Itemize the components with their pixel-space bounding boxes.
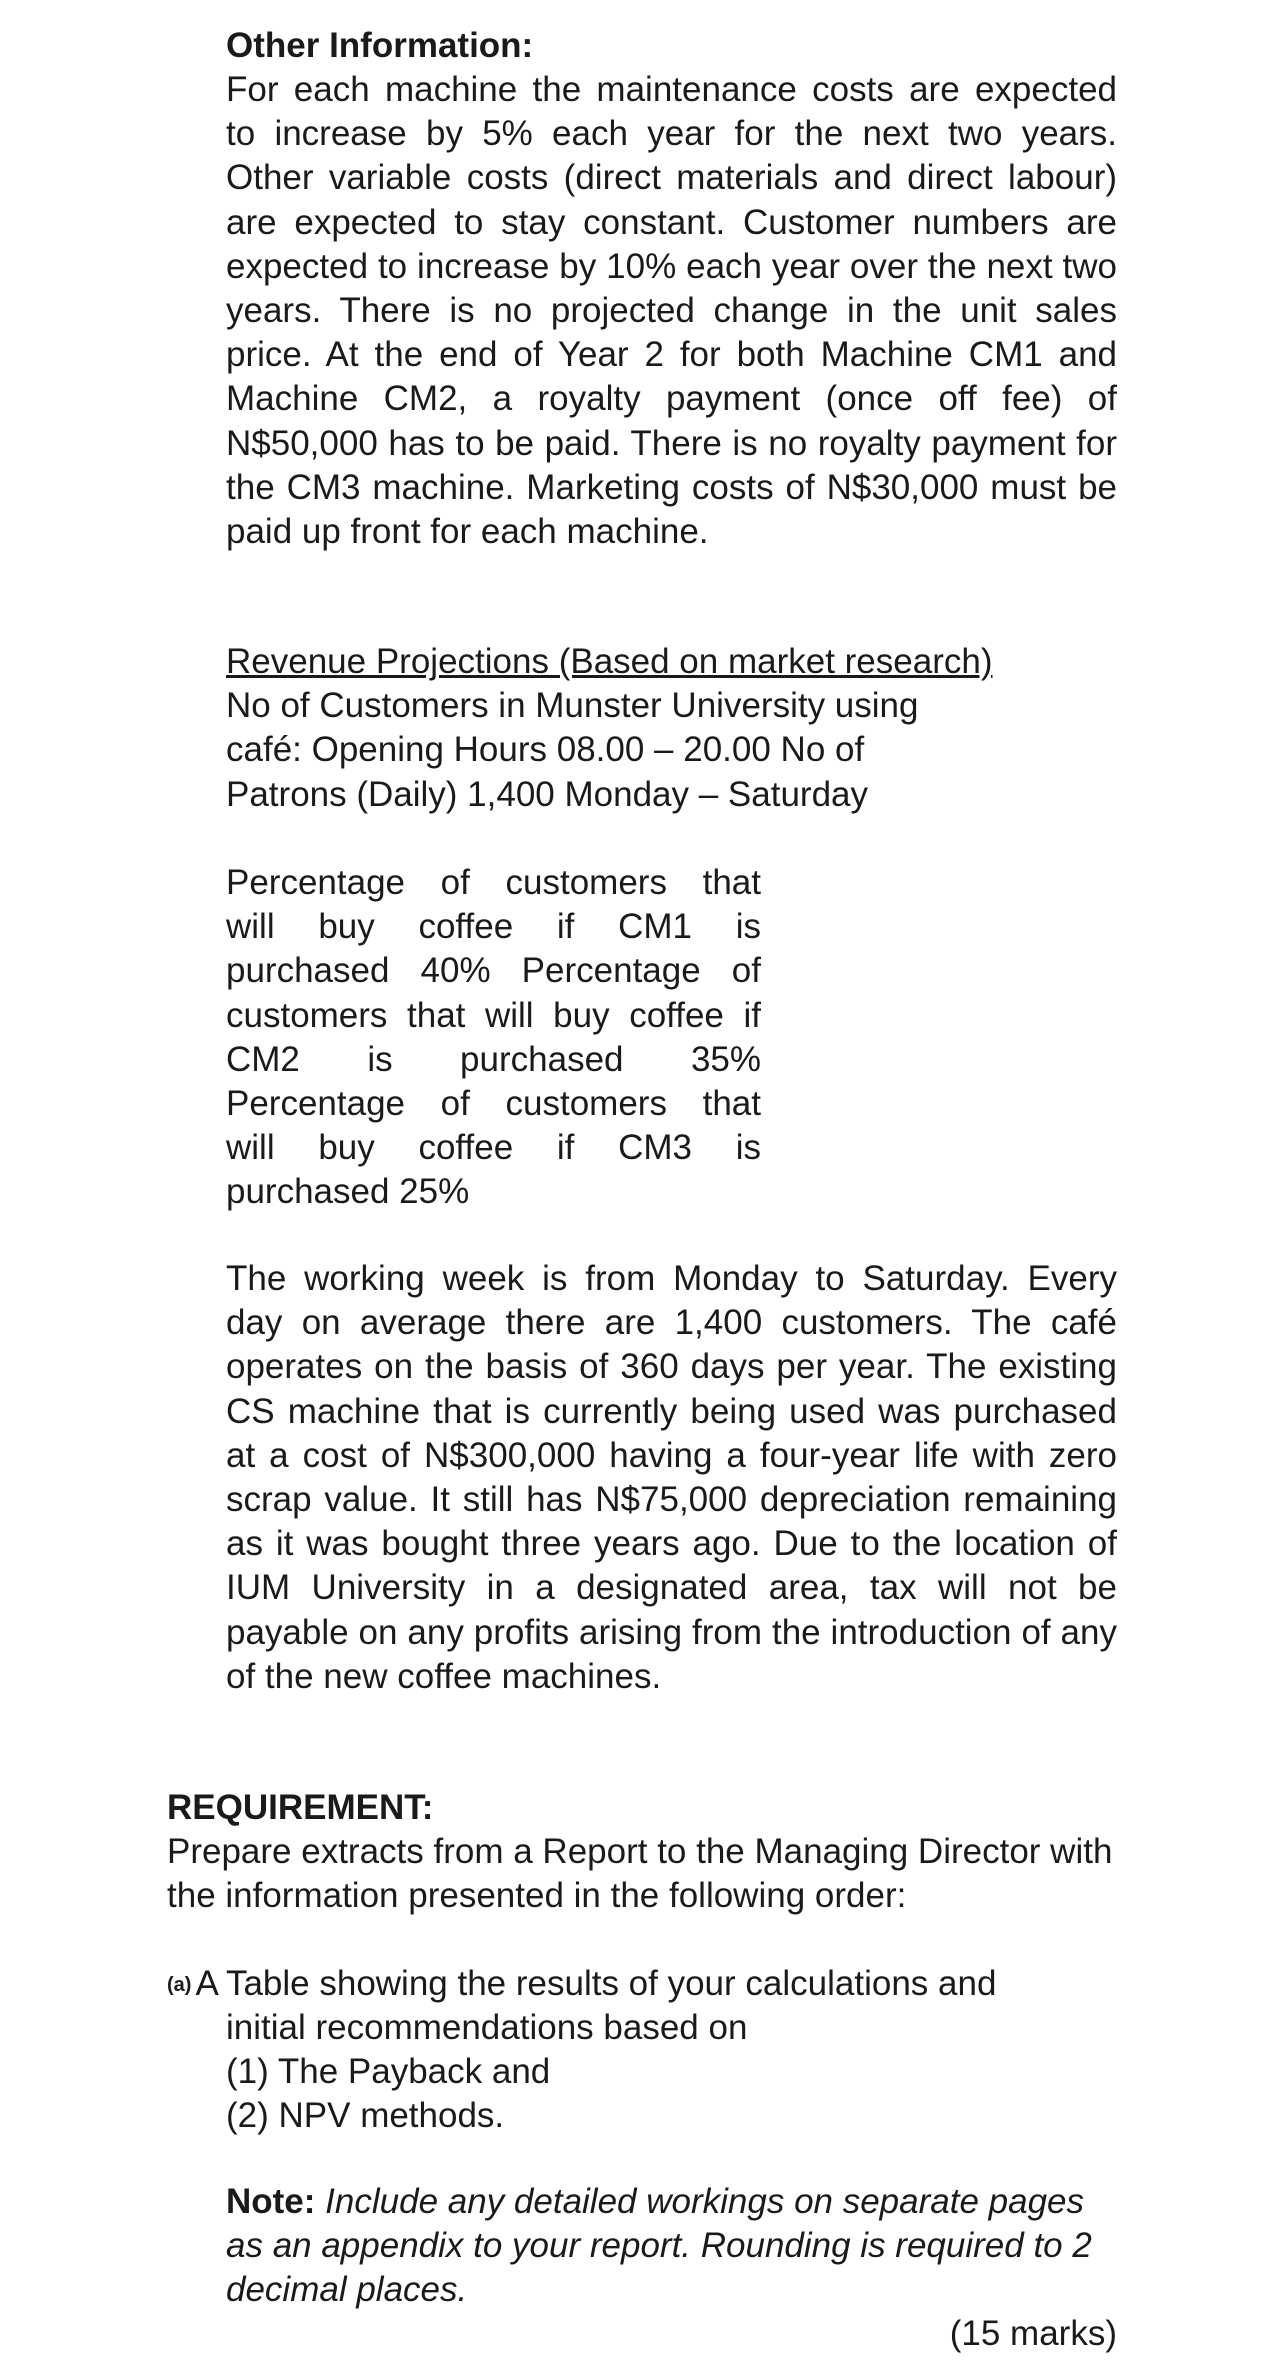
requirement-heading: REQUIREMENT: — [167, 1788, 434, 1827]
note-text: Include any detailed workings on separate pages as an appendix to your report. Rounding is required to 2 decimal places. — [226, 2182, 1092, 2310]
percentage-line: Percentage of customers that — [226, 863, 761, 902]
item-a-line-1 — [167, 1962, 1117, 2007]
percentage-line: purchased 25% — [226, 1172, 470, 1212]
revenue-line-2: café: Opening Hours 08.00 – 20.00 No of — [226, 730, 865, 770]
percentage-line: will buy coffee if CM3 is — [226, 1128, 761, 1168]
working-week-paragraph: The working week is from Monday to Saturday. Every day on average there are 1,400 customers. The café operates on the basis of 360 days per year. The existing CS machine that is currently being used was purchased at a cost of N$300,000 having a four-year life with zero scrap value. It still has N$75,000 depreciation remaining as it was bought three years ago. Due to the location of IUM University in a designated area, tax will not be payable on any profits arising from the introduction of any of the new coffee machines. — [226, 1259, 1117, 1696]
percentage-line: purchased 40% Percentage of — [226, 951, 761, 991]
percentage-line: Percentage of customers that — [226, 1084, 761, 1124]
item-a-text: A Table showing the results of your calculations and — [195, 1964, 997, 2003]
note-label: Note: — [226, 2182, 316, 2221]
item-a-line-3: (1) The Payback and — [226, 2052, 551, 2092]
item-a-tag: (a) — [167, 1974, 192, 1996]
item-a — [167, 1962, 1117, 2007]
revenue-section — [226, 640, 1117, 817]
item-a-line-4: (2) NPV methods. — [226, 2096, 505, 2136]
percentages-block — [226, 861, 761, 1215]
percentage-line: CM2 is purchased 35% — [226, 1039, 761, 1079]
percentage-line: customers that will buy coffee if — [226, 995, 761, 1035]
other-information-paragraph: For each machine the maintenance costs are expected to increase by 5% each year for the next two years. Other variable costs (direct materials and direct labour) are expected to stay constant. Customer numbers are expected to increase by 10% each year over the next two years. There is no projected change in the unit sales price. At the end of Year 2 for both Machine CM1 and Machine CM2, a royalty payment (once off fee) of N$50,000 has to be paid. There is no royalty payment for the CM3 machine. Marketing costs of N$30,000 must be paid up front for each machine. — [226, 70, 1117, 552]
revenue-line-3: Patrons (Daily) 1,400 Monday – Saturday — [226, 774, 868, 814]
marks-label: (15 marks) — [949, 2314, 1117, 2353]
note-block — [226, 2180, 1117, 2313]
revenue-projections-heading: Revenue Projections (Based on market research) — [226, 642, 993, 681]
requirement-paragraph: Prepare extracts from a Report to the Managing Director with the information presented in the following order: — [167, 1832, 1113, 1916]
other-information-heading: Other Information: — [226, 26, 534, 65]
item-a-continuation — [226, 2006, 1117, 2139]
item-a-line-2: initial recommendations based on — [226, 2008, 748, 2047]
percentage-line: will buy coffee if CM1 is — [226, 907, 761, 947]
revenue-line-1: No of Customers in Munster University using — [226, 686, 919, 726]
